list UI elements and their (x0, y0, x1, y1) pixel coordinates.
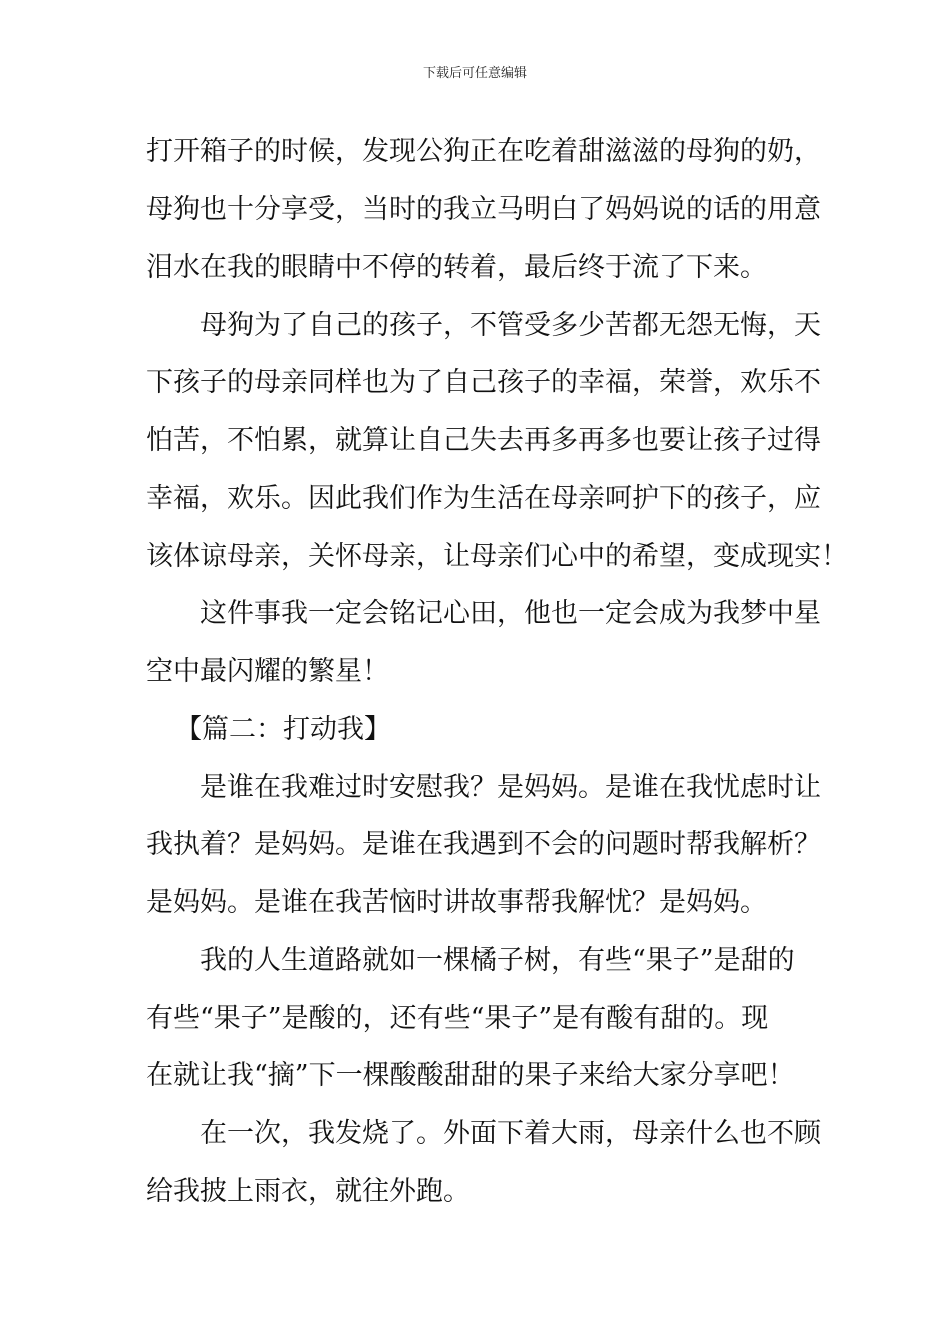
text-line: 幸福，欢乐。因此我们作为生活在母亲呵护下的孩子，应 (146, 483, 821, 514)
text-line: 怕苦，不怕累，就算让自己失去再多再多也要让孩子过得 (146, 425, 821, 456)
section-heading: 【篇二：打动我】 (175, 714, 391, 745)
paragraph-first-line: 是谁在我难过时安慰我？是妈妈。是谁在我忧虑时让 (200, 772, 821, 803)
text-line: 泪水在我的眼睛中不停的转着，最后终于流了下来。 (146, 252, 767, 283)
page-header-note: 下载后可任意编辑 (422, 66, 527, 81)
text-line: 有些“果子”是酸的，还有些“果子”是有酸有甜的。现 (146, 1003, 769, 1034)
text-line: 下孩子的母亲同样也为了自己孩子的幸福，荣誉，欢乐不 (146, 367, 821, 398)
text-line: 打开箱子的时候，发现公狗正在吃着甜滋滋的母狗的奶， (146, 136, 821, 167)
text-line: 我执着？是妈妈。是谁在我遇到不会的问题时帮我解析？ (146, 829, 821, 860)
paragraph-first-line: 在一次，我发烧了。外面下着大雨，母亲什么也不顾 (200, 1118, 821, 1149)
paragraph-first-line: 这件事我一定会铭记心田，他也一定会成为我梦中星 (200, 598, 821, 629)
text-line: 在就让我“摘”下一棵酸酸甜甜的果子来给大家分享吧！ (146, 1060, 795, 1091)
text-line: 空中最闪耀的繁星！ (146, 656, 389, 687)
text-line: 母狗也十分享受，当时的我立马明白了妈妈说的话的用意 (146, 194, 821, 225)
text-line: 该体谅母亲，关怀母亲，让母亲们心中的希望，变成现实！ (146, 541, 848, 572)
paragraph-first-line: 我的人生道路就如一棵橘子树，有些“果子”是甜的 (200, 945, 795, 976)
text-line: 是妈妈。是谁在我苦恼时讲故事帮我解忧？是妈妈。 (146, 887, 767, 918)
text-line: 给我披上雨衣，就往外跑。 (146, 1176, 470, 1207)
paragraph-first-line: 母狗为了自己的孩子，不管受多少苦都无怨无悔，天 (200, 310, 821, 341)
